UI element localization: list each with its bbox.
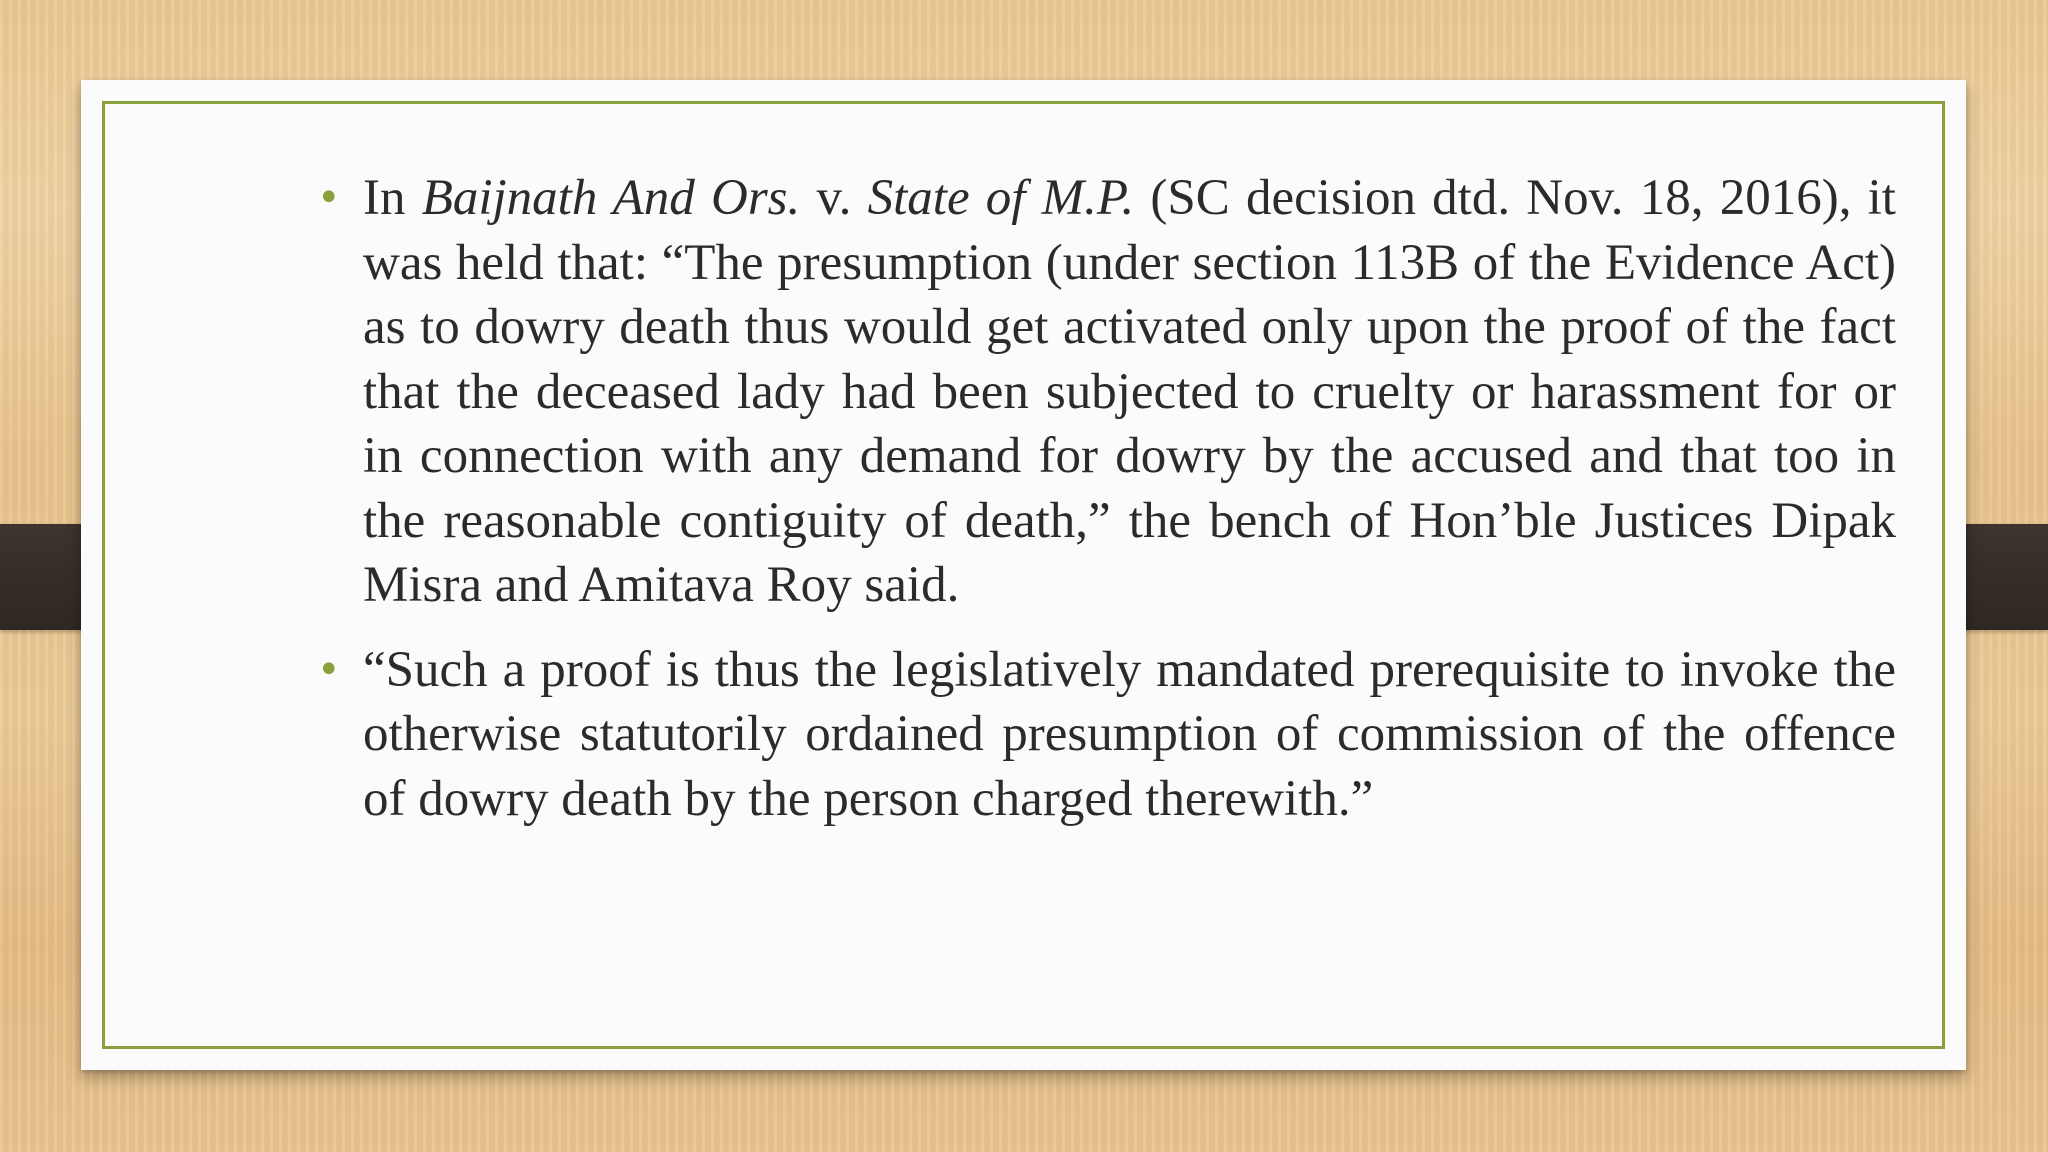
- case-name: Baijnath And Ors.: [421, 170, 801, 226]
- versus-text: v.: [800, 170, 868, 226]
- bullet-item-1: [281, 166, 1896, 618]
- respondent-name: State of M.P.: [867, 170, 1135, 226]
- bullet-dot-icon: •: [317, 175, 341, 221]
- bullet-dot-icon: •: [317, 646, 341, 693]
- bullet-item-2: [281, 638, 1896, 832]
- bullet-1-lead: In: [363, 170, 422, 226]
- slide-card: [81, 80, 1966, 1070]
- bullet-2-text: “Such a proof is thus the legislatively mandated prerequisite to invoke the otherwise statutorily ordained presumption of commission of the offence of dowry death by the person charged therewith.”: [363, 641, 1896, 827]
- bullet-1-text: (SC decision dtd. Nov. 18, 2016), it was held that: “The presumption (under section 113B of the Evidence Act) as to dowry death thus would get activated only upon the proof of the fact that the deceased lady had been subjected to cruelty or harassment for or in connection with any demand for dowry by the accused and that too in the reasonable contiguity of death,” the bench of Hon’ble Justices Dipak Misra and Amitava Roy said.: [363, 170, 1896, 613]
- slide-content: [281, 166, 1896, 851]
